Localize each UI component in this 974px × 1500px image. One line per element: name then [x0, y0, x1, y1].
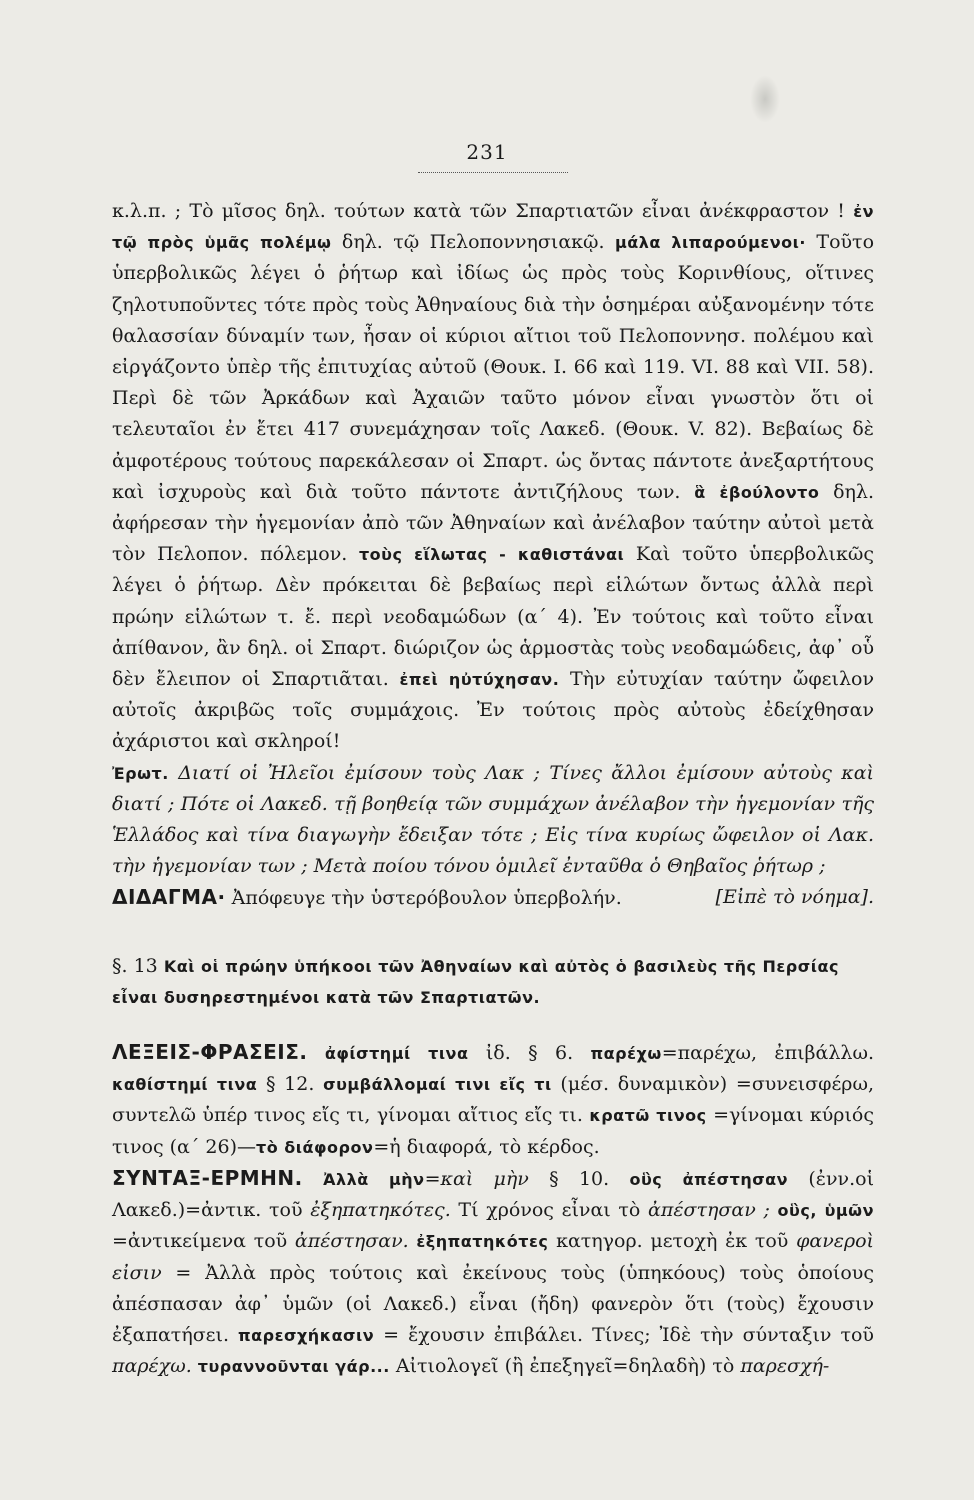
- questions-paragraph: [112, 758, 874, 883]
- lemma: καθίστημί τινα: [112, 1075, 258, 1095]
- text-run: =παρέχω, ἐπιβάλλω.: [661, 1042, 874, 1065]
- section-title: Καὶ οἱ πρώην ὑπήκοοι τῶν Ἀθηναίων καὶ αὐτὸς ὁ βασιλεὺς τῆς Περσίας εἶναι δυσηρεστημένοι κατὰ τῶν Σπαρτιατῶν.: [112, 956, 839, 1007]
- lemma: παρεσχήκασιν: [238, 1325, 375, 1345]
- lemma: συμβάλλομαί τινι εἴς τι: [323, 1075, 552, 1095]
- lemma: τοὺς εἵλωτας - καθιστάναι: [358, 545, 625, 565]
- text-run: § 12.: [265, 1073, 315, 1096]
- main-text: [112, 196, 874, 1382]
- lemma: οὓς ἀπέστησαν: [629, 1169, 789, 1189]
- text-run: =γίνομαι κύριός τινος (α΄ 26)—: [112, 1104, 875, 1158]
- text-run: =ἡ διαφορά, τὸ κέρδος.: [373, 1135, 600, 1158]
- paper-stain: [750, 75, 780, 123]
- lemma: κρατῶ τινος: [589, 1106, 707, 1126]
- questions-text: Διατί οἱ Ἠλεῖοι ἐμίσουν τοὺς Λακ ; Τίνες ἄλλοι ἐμίσουν αὐτοὺς καὶ διατί ; Πότε οἱ Λακεδ. τῇ βοηθείᾳ τῶν συμμάχων ἀνέλαβον τὴν ἡγεμονίαν τῆς Ἑλλάδος καὶ τίνα διαγωγὴν ἔδειξαν τότε ; Εἰς τίνα κυρίως ὤφειλον οἱ Λακ. τὴν ἡγεμονίαν των ; Μετὰ ποίου τόνου ὁμιλεῖ ἐνταῦθα ὁ Θηβαῖος ῥήτωρ ;: [112, 761, 874, 878]
- text-run: (ἐνν.οἱ Λακεδ.)=ἀντικ. τοῦ: [112, 1167, 875, 1222]
- text-run: κ.λ.π. ; Τὸ μῖσος δηλ. τούτων κατὰ τῶν Σπαρτιατῶν εἶναι ἀνέκφραστον !: [112, 200, 845, 222]
- text-run: ἀπέστησαν.: [294, 1230, 409, 1253]
- text-run: = ἔχουσιν ἐπιβάλει. Τίνες; Ἰδὲ τὴν σύνταξιν τοῦ: [383, 1323, 874, 1346]
- page-number: 231: [466, 140, 508, 164]
- didagma-note: [Εἰπὲ τὸ νόημα].: [715, 886, 874, 909]
- lemma: ἐν: [853, 202, 875, 221]
- lemma: τῷ πρὸς ὑμᾶς πολέμῳ: [112, 233, 332, 253]
- lemma: τὸ διάφορον: [256, 1137, 374, 1157]
- text-run: § 10.: [549, 1167, 610, 1190]
- syntax-paragraph: [112, 1163, 874, 1382]
- didagma-label: ΔΙΔΑΓΜΑ·: [112, 885, 226, 910]
- text-run: ἰδ. § 6.: [485, 1042, 574, 1065]
- text-run: κατηγορ. μετοχὴ ἐκ τοῦ: [556, 1230, 789, 1253]
- text-run: = Ἀλλὰ πρὸς τούτοις καὶ ἐκείνους τοὺς (ὑπηκόους) τοὺς ὁποίους ἀπέσπασαν ἀφ᾿ ὑμῶν (οἱ Λακεδ.) εἶναι (ἤδη) φανερὸν ὅτι (τοὺς) ἔχουσιν ἐξαπατήσει.: [112, 1261, 874, 1346]
- text-run: παρεσχή-: [740, 1355, 830, 1378]
- spacer: [112, 1013, 874, 1037]
- didagma-text: Ἀπόφευγε τὴν ὑστερόβουλον ὑπερβολήν.: [231, 887, 622, 910]
- text-run: παρέχω.: [112, 1355, 192, 1378]
- text-run: δηλ. τῷ Πελοποννησιακῷ.: [341, 231, 605, 254]
- lemma: ἐπεὶ ηὐτύχησαν.: [399, 670, 560, 690]
- text-run: δηλ. ἀφήρεσαν τὴν ἡγεμονίαν ἀπὸ τῶν Ἀθηναίων καὶ ἀνέλαβον ταύτην αὐτοὶ μετὰ τὸν Πελοπον. πόλεμον.: [112, 480, 874, 566]
- didagma-paragraph: [112, 882, 874, 914]
- text-run: =καὶ μὴν: [424, 1167, 529, 1190]
- lemma: μάλα λιπαρούμενοι·: [615, 233, 806, 253]
- lexeis-paragraph: [112, 1037, 874, 1163]
- lemma: ἃ ἐβούλοντο: [694, 482, 820, 502]
- syntax-label: ΣΥΝΤΑΞ-ΕΡΜΗΝ.: [112, 1165, 303, 1190]
- lemma: Ἀλλὰ μὴν: [323, 1169, 425, 1189]
- questions-label: Ἐρωτ.: [112, 763, 169, 783]
- text-run: Αἰτιολογεῖ (ἢ ἐπεξηγεῖ=δηλαδὴ) τὸ: [395, 1355, 735, 1378]
- lexeis-label: ΛΕΞΕΙΣ-ΦΡΑΣΕΙΣ.: [112, 1040, 308, 1065]
- lemma: τυραννοῦνται γάρ...: [197, 1357, 390, 1377]
- text-run: Τί χρόνος εἶναι τὸ: [458, 1199, 641, 1222]
- text-run: ἐξηπατηκότες.: [310, 1199, 451, 1222]
- text-run: (μέσ. δυναμικὸν) =συνεισφέρω, συντελῶ ὑπέρ τινος εἴς τι, γίνομαι αἴτιος εἴς τι.: [112, 1073, 874, 1127]
- text-run: =ἀντικείμενα τοῦ: [112, 1230, 288, 1253]
- section-heading: [112, 951, 874, 1013]
- text-run: ἀπέστησαν ;: [648, 1199, 770, 1222]
- lemma: παρέχω: [590, 1044, 662, 1064]
- text-run: Τὴν εὐτυχίαν ταύτην ὤφειλον αὐτοῖς ἀκριβῶς τοῖς συμμάχοις. Ἐν τούτοις πρὸς αὐτοὺς ἐδείχθησαν ἀχάριστοι καὶ σκληροί!: [112, 668, 874, 753]
- page-number-rule: [418, 172, 568, 173]
- spacer: [112, 915, 874, 951]
- text-run: Καὶ τοῦτο ὑπερβολικῶς λέγει ὁ ῥήτωρ. Δὲν πρόκειται δὲ βεβαίως περὶ εἱλώτων ὄντως ἀλλὰ περὶ πρώην εἱλώτων τ. ἔ. περὶ νεοδαμώδων (α΄ 4). Ἐν τούτοις καὶ τοῦτο εἶναι ἀπίθανον, ἂν δηλ. οἱ Σπαρτ. διώριζον ὡς ἁρμοστὰς τοὺς νεοδαμώδεις, ἀφ᾿ οὗ δὲν ἔλειπον οἱ Σπαρτιᾶται.: [112, 543, 875, 691]
- lemma: οὓς, ὑμῶν: [777, 1201, 874, 1221]
- lemma: ἀφίστημί τινα: [324, 1044, 469, 1064]
- lemma: ἐξηπατηκότες: [416, 1232, 549, 1252]
- section-number: §. 13: [112, 954, 158, 977]
- text-run: Τοῦτο ὑπερβολικῶς λέγει ὁ ῥήτωρ καὶ ἰδίως ὡς πρὸς τοὺς Κορινθίους, οἵτινες ζηλοτυποῦντες τότε πρὸς τοὺς Ἀθηναίους διὰ τὴν ὁσημέραι αὐξανομένην τότε θαλασσίαν δύναμίν των, ἦσαν οἱ κύριοι αἴτιοι τοῦ Πελοποννησ. πολέμου καὶ εἰργάζοντο ὑπὲρ τῆς ἐπιτυχίας αὐτοῦ (Θουκ. I. 66 καὶ 119. VI. 88 καὶ VII. 58). Περὶ δὲ τῶν Ἀρκάδων καὶ Ἀχαιῶν ταῦτο μόνον εἶναι γνωστὸν ὅτι οἱ τελευταῖοι ἐν ἔτει 417 συνεμάχησαν τοῖς Λακεδ. (Θουκ. V. 82). Βεβαίως δὲ ἀμφοτέρους τούτους παρεκάλεσαν οἱ Σπαρτ. ὡς ὄντας πάντοτε ἀνεξαρτήτους καὶ ἰσχυροὺς καὶ διὰ τοῦτο πάντοτε ἀντιζήλους των.: [112, 231, 875, 503]
- commentary-paragraph: [112, 196, 874, 758]
- text-run: φανεροὶ εἰσιν: [112, 1230, 875, 1284]
